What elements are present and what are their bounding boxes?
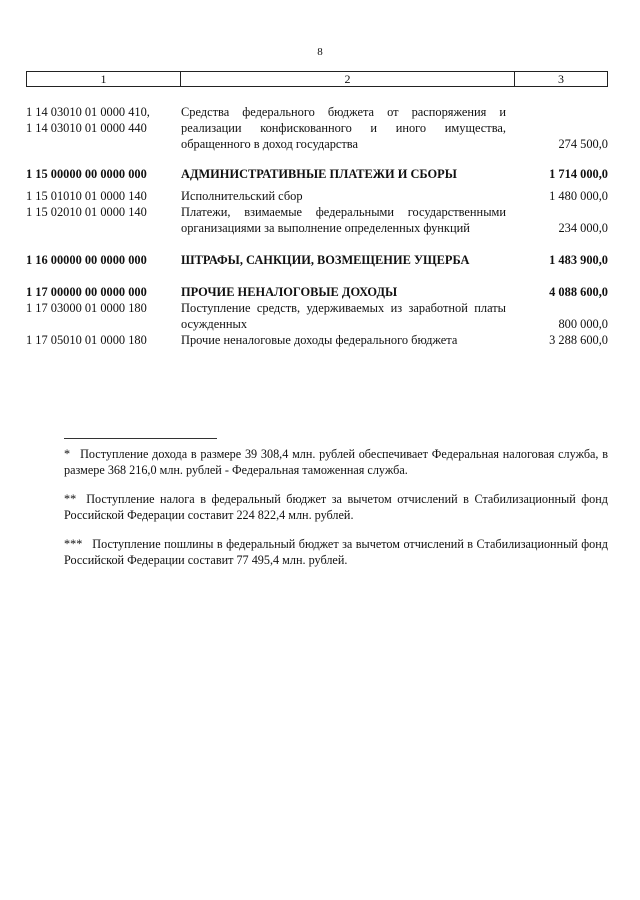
table-row: [26, 104, 608, 152]
table-row: [26, 204, 608, 236]
budget-table: [26, 104, 608, 348]
column-header-1: 1: [27, 72, 181, 86]
footnote-text: Поступление пошлины в федеральный бюджет за вычетом отчислений в Стабилизационный фонд Российской Федерации составит 77 495,4 млн. рублей.: [64, 537, 608, 567]
row-code: 1 16 00000 00 0000 000: [26, 253, 147, 267]
row-name: Платежи, взимаемые федеральными государственными организациями за выполнение определенных функций: [181, 205, 506, 235]
row-code: 1 15 01010 01 0000 140: [26, 189, 147, 203]
column-header-2: 2: [181, 72, 515, 86]
footnote-mark: ***: [64, 537, 83, 551]
footnotes: [64, 446, 608, 581]
footnote: [64, 536, 608, 568]
table-row-group: [26, 166, 608, 182]
row-name: ПРОЧИЕ НЕНАЛОГОВЫЕ ДОХОДЫ: [181, 285, 398, 299]
footnote: [64, 491, 608, 523]
row-code: 1 14 03010 01 0000 410, 1 14 03010 01 0000 440: [26, 105, 150, 135]
column-header-3: 3: [558, 72, 564, 86]
footnote-text: Поступление налога в федеральный бюджет за вычетом отчислений в Стабилизационный фонд Российской Федерации составит 224 822,4 млн. рублей.: [64, 492, 608, 522]
table-row-group: [26, 252, 608, 268]
row-code: 1 17 05010 01 0000 180: [26, 333, 147, 347]
row-name: ШТРАФЫ, САНКЦИИ, ВОЗМЕЩЕНИЕ УЩЕРБА: [181, 253, 470, 267]
table-row: [26, 188, 608, 204]
row-name: Исполнительский сбор: [181, 189, 303, 203]
footnote-text: Поступление дохода в размере 39 308,4 млн. рублей обеспечивает Федеральная налоговая служба, в размере 368 216,0 млн. рублей - Федеральная таможенная служба.: [64, 447, 608, 477]
table-row: [26, 332, 608, 348]
row-name: Прочие неналоговые доходы федерального бюджета: [181, 333, 458, 347]
row-name: Средства федерального бюджета от распоряжения и реализации конфискованного и иного имущества, обращенного в доход государства: [181, 105, 506, 151]
row-amount: 1 714 000,0: [549, 167, 608, 181]
row-name: Поступление средств, удерживаемых из заработной платы осужденных: [181, 301, 506, 331]
row-code: 1 17 03000 01 0000 180: [26, 301, 147, 315]
row-amount: 800 000,0: [558, 317, 608, 331]
row-code: 1 15 02010 01 0000 140: [26, 205, 147, 219]
footnote-divider: [64, 438, 217, 439]
row-amount: 234 000,0: [558, 221, 608, 235]
row-amount: 3 288 600,0: [549, 333, 608, 347]
row-amount: 274 500,0: [558, 137, 608, 151]
row-code: 1 17 00000 00 0000 000: [26, 285, 147, 299]
row-amount: 1 483 900,0: [549, 253, 608, 267]
column-header-row: [26, 71, 608, 87]
page-number: 8: [317, 46, 323, 58]
footnote-mark: *: [64, 447, 71, 461]
row-code: 1 15 00000 00 0000 000: [26, 167, 147, 181]
footnote: [64, 446, 608, 478]
footnote-mark: **: [64, 492, 77, 506]
row-amount: 1 480 000,0: [549, 189, 608, 203]
row-amount: 4 088 600,0: [549, 285, 608, 299]
row-name: АДМИНИСТРАТИВНЫЕ ПЛАТЕЖИ И СБОРЫ: [181, 167, 457, 181]
table-row: [26, 300, 608, 332]
table-row-group: [26, 284, 608, 300]
